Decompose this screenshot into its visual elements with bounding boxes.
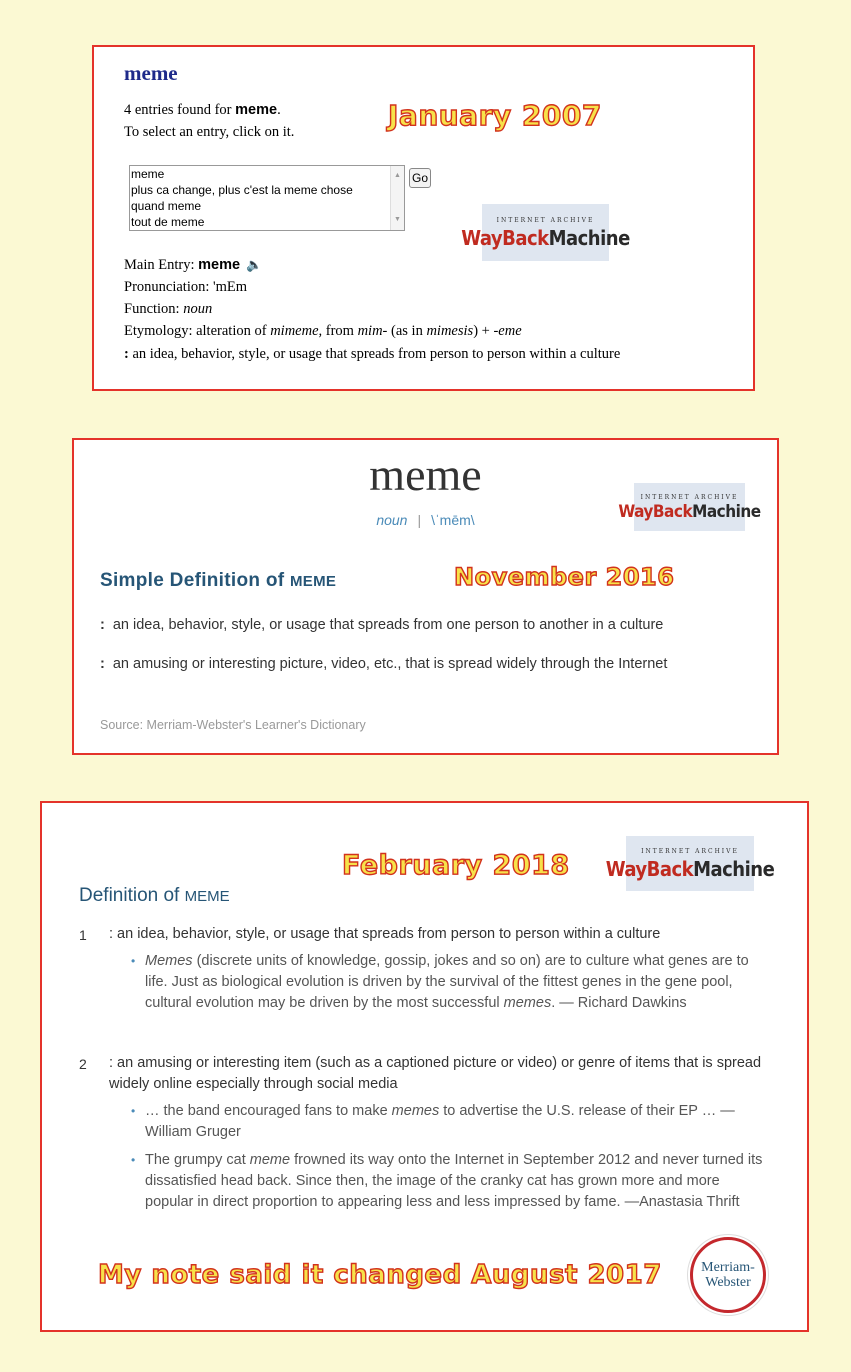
example-sentence: • The grumpy cat meme frowned its way onto the Internet in September 2012 and never turned its dissatisfied head back. Since then, the image of the cranky cat has grown more and more popular in direct proportion to appearing less and less impressed by fame. —Anastasia Thrift — [145, 1150, 765, 1213]
panel-january-2007 — [92, 45, 755, 391]
go-button[interactable]: Go — [409, 168, 431, 188]
definition-line: : an idea, behavior, style, or usage that spreads from person to person within a culture — [124, 346, 621, 362]
panel-november-2016 — [72, 438, 779, 755]
source-note: Source: Merriam-Webster's Learner's Dictionary — [100, 718, 366, 732]
list-item[interactable]: quand meme — [131, 199, 202, 213]
list-item[interactable]: plus ca change, plus c'est la meme chose — [131, 183, 353, 197]
function-line: Function: noun — [124, 301, 213, 317]
example-sentence: • Memes (discrete units of knowledge, gossip, jokes and so on) are to culture what genes are to life. Just as biological evolution is driven by the survival of the fittest genes in the gene pool, cultural evolution may be driven by the most successful memes. — Richard Dawkins — [145, 951, 765, 1014]
scroll-up-icon[interactable]: ▲ — [394, 172, 401, 179]
wayback-logo: INTERNET ARCHIVE WayBackMachine — [634, 483, 745, 531]
entry-listbox[interactable] — [129, 165, 405, 231]
list-item[interactable]: meme — [131, 167, 165, 181]
panel-february-2018 — [40, 801, 809, 1332]
listbox-scrollbar[interactable] — [390, 166, 404, 230]
section-heading: Simple Definition of MEME — [100, 570, 337, 591]
entry-title: meme — [369, 449, 482, 500]
pronunciation-line: Pronunciation: 'mEm — [124, 279, 248, 295]
date-stamp: February 2018 — [342, 850, 570, 881]
entries-found-text: 4 entries found for meme. — [124, 102, 281, 118]
sense-number: 2 — [79, 1056, 87, 1072]
etymology-line: Etymology: alteration of mimeme, from mim- (as in mimesis) + -eme — [124, 323, 522, 339]
sense-number: 1 — [79, 927, 87, 943]
speaker-icon[interactable]: 🔈 — [246, 257, 263, 272]
note-stamp: My note said it changed August 2017 — [98, 1260, 662, 1290]
wayback-logo: INTERNET ARCHIVE WayBackMachine — [626, 836, 754, 891]
definition-line: : an amusing or interesting picture, video, etc., that is spread widely through the Internet — [100, 656, 668, 672]
wayback-logo: INTERNET ARCHIVE WayBackMachine — [482, 204, 609, 261]
entry-title: meme — [124, 61, 178, 85]
sense-definition: : an amusing or interesting item (such as a captioned picture or video) or genre of items that is spread widely online especially through social media — [109, 1055, 762, 1092]
section-heading: Definition of MEME — [79, 885, 230, 906]
pronunciation-line: noun | \ˈmēm\ — [376, 512, 475, 528]
instruction-text: To select an entry, click on it. — [124, 124, 295, 140]
example-sentence: • … the band encouraged fans to make memes to advertise the U.S. release of their EP … —William Gruger — [145, 1101, 765, 1143]
sense-definition: : an idea, behavior, style, or usage that spreads from person to person within a culture — [109, 926, 661, 942]
date-stamp: January 2007 — [388, 99, 602, 132]
date-stamp: November 2016 — [454, 563, 675, 591]
definition-line: : an idea, behavior, style, or usage that spreads from one person to another in a culture — [100, 617, 664, 633]
main-entry-line: Main Entry: meme 🔈 — [124, 257, 263, 273]
scroll-down-icon[interactable]: ▼ — [394, 216, 401, 223]
merriam-webster-logo: Merriam- Webster — [690, 1237, 766, 1313]
list-item[interactable]: tout de meme — [131, 215, 205, 229]
